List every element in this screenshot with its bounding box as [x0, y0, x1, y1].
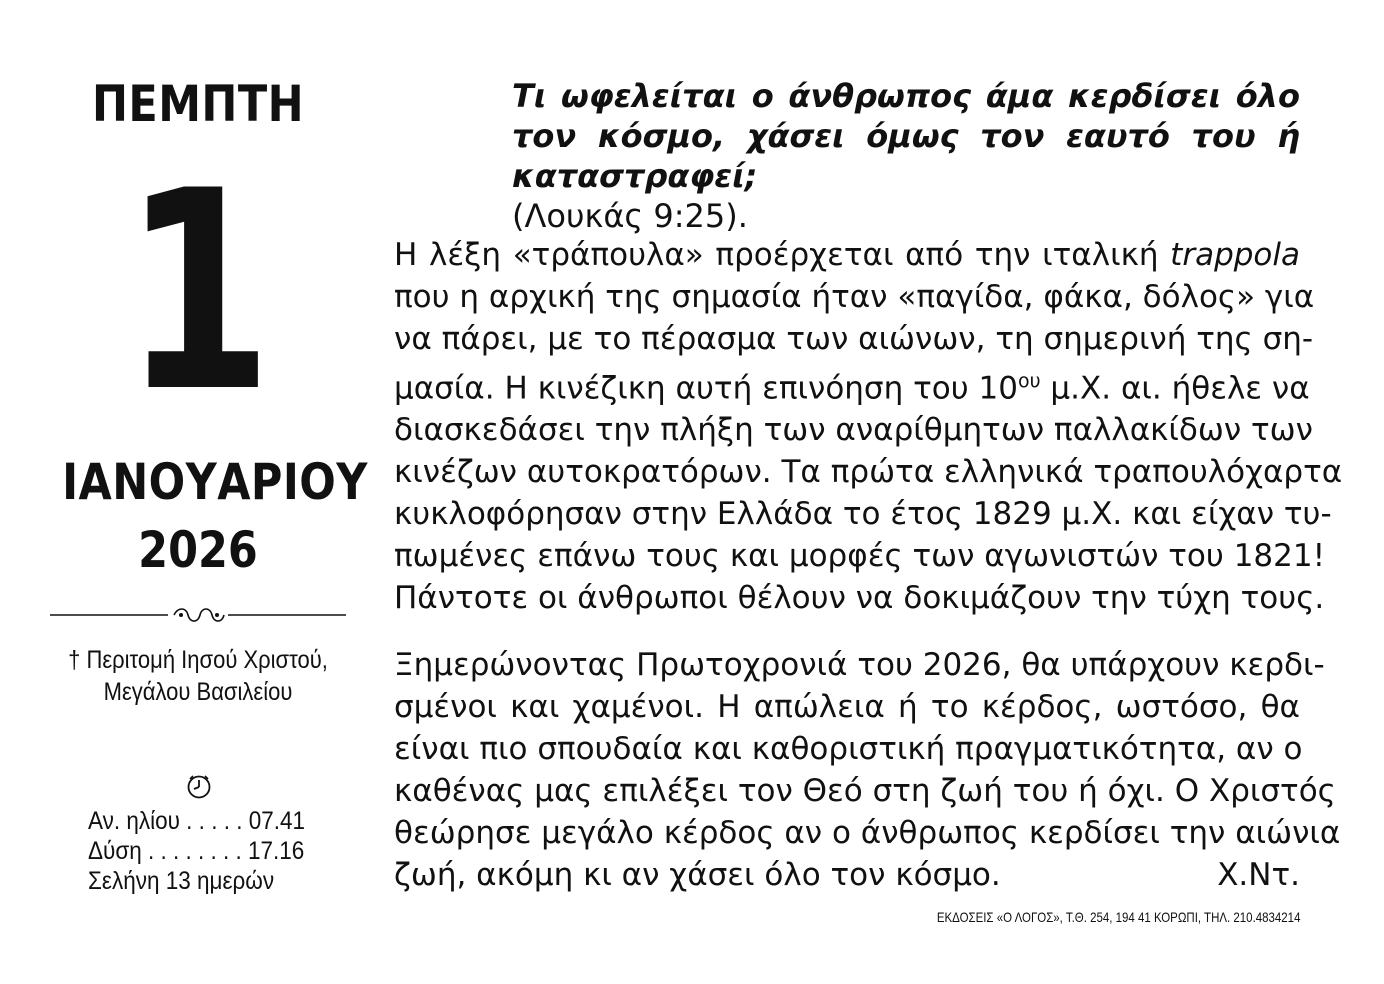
year: 2026: [138, 521, 258, 579]
closing-line: [394, 854, 1300, 896]
author-signature: Χ.Ντ.: [1217, 857, 1300, 893]
superscript: ου: [1017, 370, 1041, 392]
text-line: ζωή, ακόμη κι αν χάσει όλο τον κόσμο.: [394, 857, 1001, 893]
feast-line: † Περιτομή Ιησού Χριστού,: [68, 646, 328, 674]
ornament-icon: [50, 605, 346, 625]
text-line: καθένας μας επιλέξει τον Θεό στη ζωή του ή όχι. Ο Χριστός: [394, 773, 1336, 809]
text-line: θεώρησε μεγάλο κέρδος αν ο άνθρωπος κερδίσει την αιώνια: [394, 815, 1341, 851]
publisher-info: ΕΚΔΟΣΕΙΣ «Ο ΛΟΓΟΣ», Τ.Θ. 254, 194 41 ΚΟΡΩΠΙ, ΤΗΛ. 210.4834214: [936, 909, 1300, 925]
text-line: κυκλοφόρησαν στην Ελλάδα το έτος 1829 μ.Χ. και είχαν τυ-: [394, 496, 1332, 533]
text-span: μ.Χ. αι. ήθελε να: [1040, 370, 1310, 407]
text-line: σμένοι και χαμένοι. Η απώλεια ή το κέρδος, ωστόσο, θα: [394, 689, 1300, 725]
quote-text: Τι ωφελείται ο άνθρωπος άμα κερδίσει όλο τον κόσμο, χάσει όμως τον εαυτό του ή καταστραφεί;: [512, 77, 1300, 195]
text-line: διασκεδάσει την πλήξη των αναρίθμητων παλλακίδων των: [394, 412, 1313, 449]
quote-reference: (Λουκάς 9:25).: [512, 197, 748, 235]
weekday: ΠΕΜΠΤΗ: [91, 75, 305, 133]
feast-of-day: [59, 644, 337, 708]
month: ΙΑΝΟΥΑΡΙΟΥ: [62, 453, 368, 511]
bible-quote: [512, 76, 1300, 236]
moon-age: Σελήνη 13 ημερών: [88, 867, 275, 895]
text-span: Η λέξη «τράπουλα» προέρχεται από την ιταλική: [394, 237, 1171, 273]
text-line: πωμένες επάνω τους και μορφές των αγωνιστών του 1821!: [394, 538, 1326, 575]
paragraph-2: [394, 644, 1341, 896]
text-line: είναι πιο σπουδαία και καθοριστική πραγματικότητα, αν ο: [394, 731, 1303, 767]
text-line: να πάρει, με το πέρασμα των αιώνων, τη σημερινή της ση-: [394, 321, 1314, 357]
paragraph-1: [394, 234, 1343, 619]
sunset-time: Δύση . . . . . . . . 17.16: [88, 837, 305, 865]
text-line: που η αρχική της σημασία ήταν «παγίδα, φάκα, δόλος» για: [394, 279, 1315, 315]
feast-line: Μεγάλου Βασιλείου: [103, 678, 293, 706]
text-span: μασία. Η κινέζικη αυτή επινόηση του 10: [394, 370, 1018, 407]
text-line: κινέζων αυτοκρατόρων. Τα πρώτα ελληνικά τραπουλόχαρτα: [394, 454, 1343, 491]
sunrise-time: Αν. ηλίου . . . . . 07.41: [88, 807, 306, 835]
text-line: [394, 360, 1310, 409]
text-line: Πάντοτε οι άνθρωποι θέλουν να δοκιμάζουν την τύχη τους.: [394, 580, 1325, 617]
day-number: 1: [123, 132, 273, 452]
sun-moon-info: [88, 806, 328, 896]
italic-word: trappola: [1170, 237, 1300, 273]
text-line: Ξημερώνοντας Πρωτοχρονιά του 2026, θα υπάρχουν κερδι-: [394, 647, 1325, 683]
text-line: [394, 234, 1300, 276]
clock-icon: [186, 774, 212, 800]
